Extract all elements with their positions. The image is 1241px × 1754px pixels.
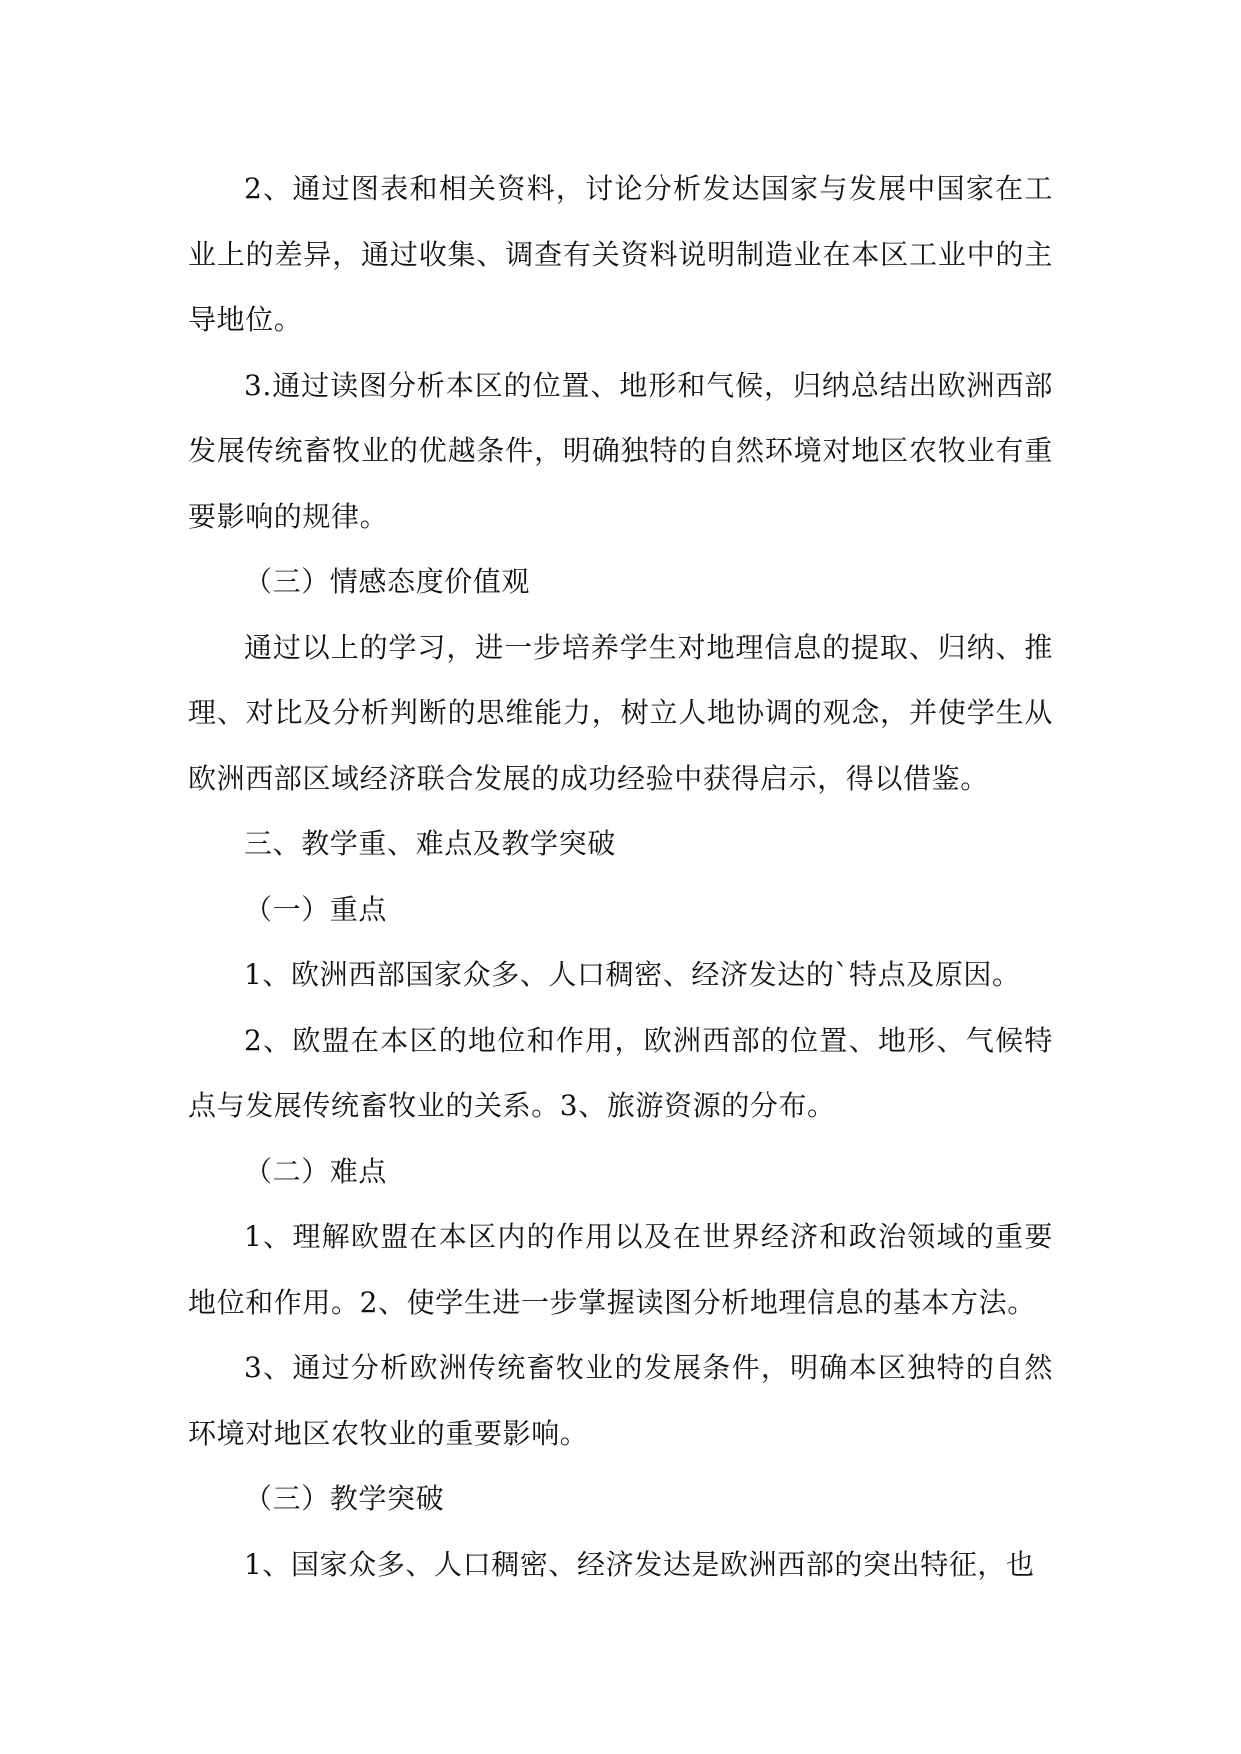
heading-teaching-breakthrough: （三）教学突破 xyxy=(244,1482,445,1515)
paragraph-difficult-point-1-2: 1、理解欧盟在本区内的作用以及在世界经济和政治领域的重要地位和作用。2、使学生进一步掌握读图分析地理信息的基本方法。 xyxy=(188,1220,1053,1319)
paragraph-key-point-1: 1、欧洲西部国家众多、人口稠密、经济发达的`特点及原因。 xyxy=(244,958,1021,991)
heading-key-points: （一）重点 xyxy=(244,892,388,926)
heading-emotional-values: （三）情感态度价值观 xyxy=(244,565,531,598)
paragraph-animal-husbandry-conditions: 3.通过读图分析本区的位置、地形和气候，归纳总结出欧洲西部发展传统畜牧业的优越条件，明确独特的自然环境对地区农牧业有重要影响的规律。 xyxy=(188,368,1053,533)
heading-difficult-points: （二）难点 xyxy=(244,1154,388,1188)
heading-key-difficult-points: 三、教学重、难点及教学突破 xyxy=(244,827,616,860)
paragraph-difficult-point-3: 3、通过分析欧洲传统畜牧业的发展条件，明确本区独特的自然环境对地区农牧业的重要影响。 xyxy=(188,1351,1053,1450)
document-body xyxy=(188,156,1053,1597)
paragraph-learning-outcome: 通过以上的学习，进一步培养学生对地理信息的提取、归纳、推理、对比及分析判断的思维能力，树立人地协调的观念，并使学生从欧洲西部区域经济联合发展的成功经验中获得启示，得以借鉴。 xyxy=(188,630,1053,795)
paragraph-breakthrough-1: 1、国家众多、人口稠密、经济发达是欧洲西部的突出特征，也 xyxy=(244,1547,1035,1581)
paragraph-key-point-2-3: 2、欧盟在本区的地位和作用，欧洲西部的位置、地形、气候特点与发展传统畜牧业的关系。3、旅游资源的分布。 xyxy=(188,1023,1053,1122)
paragraph-industry-comparison: 2、通过图表和相关资料，讨论分析发达国家与发展中国家在工业上的差异，通过收集、调查有关资料说明制造业在本区工业中的主导地位。 xyxy=(188,172,1053,336)
